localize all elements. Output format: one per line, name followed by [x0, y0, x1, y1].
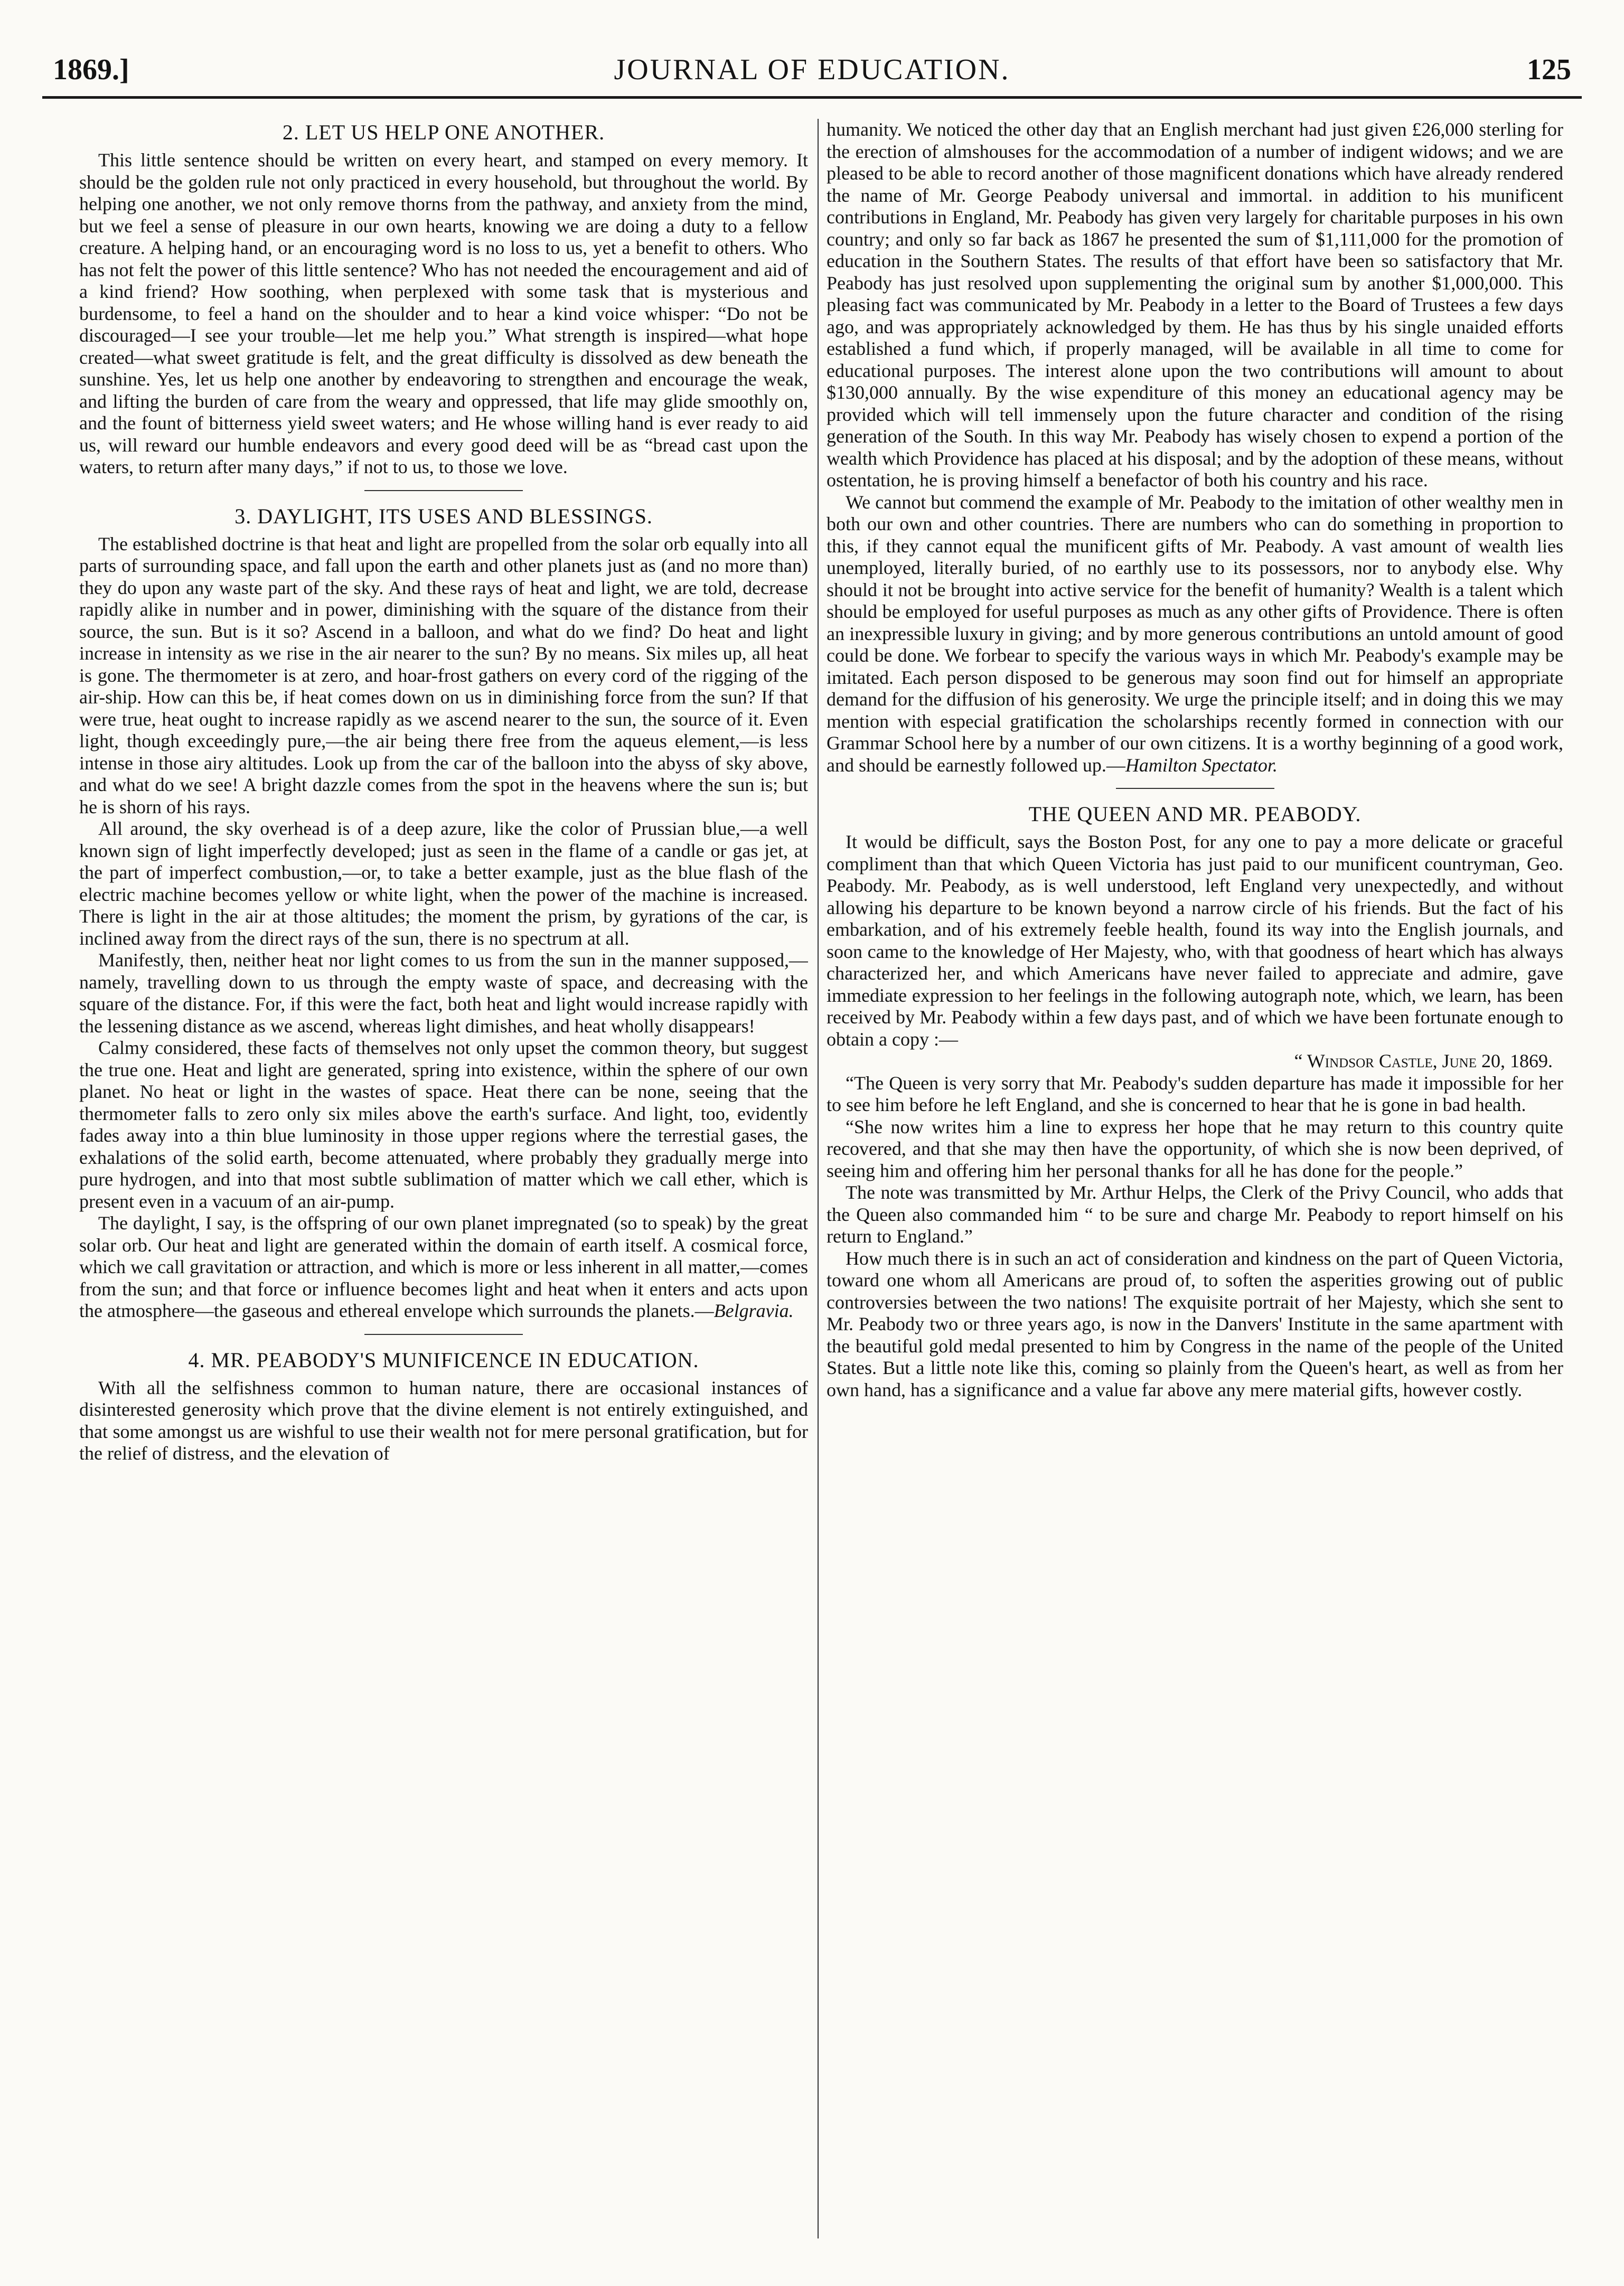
- paragraph: Calmy considered, these facts of themselves not only upset the common theory, but suggest the true one. Heat and light are generated, spring into existence, within the sphere of our own planet. No heat or light in the wastes of space. Heat there can be none, seeing that the thermometer falls to zero only six miles above the earth's surface. And light, too, evidently fades away into a thin blue luminosity in those upper regions where the terrestial gases, the exhalations of the solid earth, become attenuated, where probably they gradually merge into pure hydrogen, and into that most subtle sublimation of matter which we call ether, which is present even in a vacuum of an air-pump.: [79, 1037, 808, 1212]
- section-daylight: [79, 503, 808, 1322]
- section-help-one-another: [79, 119, 808, 478]
- paragraph: The established doctrine is that heat and light are propelled from the solar orb equally into all parts of surrounding space, and fall upon the earth and other planets just as (and no more than) they do upon any waste part of the sky. And these rays of heat and light, we are told, decrease rapidly alike in number and in power, diminishing with the square of the distance from their source, the sun. But is it so? Ascend in a balloon, and what do we find? Do heat and light increase in intensity as we rise in the air nearer to the sun? By no means. Six miles up, all heat is gone. The thermometer is at zero, and hoar-frost gathers on every cord of the rigging of the air-ship. How can this be, if heat comes down on us in diminishing force from the sun? If that were true, heat ought to increase rapidly as we ascend nearer to the sun, the source of it. Even light, though exceedingly pure,—the air being there free from the aqueus element,—is less intense in those airy altitudes. Look up from the car of the balloon into the abyss of sky above, and what do we see! A bright dazzle comes from the spot in the heavens where the sun is; but he is shorn of his rays.: [79, 533, 808, 817]
- masthead: [42, 49, 1582, 99]
- paragraph: All around, the sky overhead is of a deep azure, like the color of Prussian blue,—a well known sign of light imperfectly developed; just as seen in the flame of a candle or gas jet, at the part of imperfect combustion,—or, to take a better example, just as the blue flash of the electric machine becomes yellow or white light, when the power of the machine is increased. There is light in the air at those altitudes; the moment the prism, by gyrations of the car, is inclined away from the direct rays of the sun, there is no spectrum at all.: [79, 818, 808, 949]
- paragraph: The note was transmitted by Mr. Arthur Helps, the Clerk of the Privy Council, who adds that the Queen also commanded him “ to be sure and charge Mr. Peabody to report himself on his return to England.”: [827, 1182, 1563, 1247]
- paragraph-text: The daylight, I say, is the offspring of our own planet impregnated (so to speak) by the great solar orb. Our heat and light are generated within the domain of earth itself. A cosmical force, which we call gravitation or attraction, and which is more or less inherent in all matter,—comes from the sun; and that force or influence becomes light and heat when it enters and acts upon the atmosphere—the gaseous and ethereal envelope which surrounds the planets.—: [79, 1212, 808, 1321]
- page-number: 125: [1527, 53, 1571, 86]
- paragraph-text: We cannot but commend the example of Mr. Peabody to the imitation of other wealthy men in both our own and other countries. There are numbers who can do something in proportion to this, if they cannot equal the munificent gifts of Mr. Peabody. A vast amount of wealth lies unemployed, literally buried, of no earthly use to its possessors, nor to anybody else. Why should it not be brought into active service for the benefit of humanity? Wealth is a talent which should be employed for useful purposes as much as any other gifts of Providence. There is often an inexpressible luxury in giving; and by more generous contributions an untold amount of good could be done. We forbear to specify the various ways in which Mr. Peabody's example may be imitated. Each person disposed to be generous may soon find out for himself an appropriate demand for the diffusion of his generosity. We urge the principle itself; and in doing this we may mention with especial gratification the scholarships recently formed in connection with our Grammar School here by a number of our own citizens. It is a worthy beginning of a good work, and should be earnestly followed up.—: [827, 491, 1563, 776]
- section-rule: [364, 490, 523, 491]
- section-peabody-munificence: [79, 1347, 808, 1465]
- paragraph: [79, 1212, 808, 1322]
- section-rule: [1116, 788, 1274, 789]
- section-peabody-continued: [827, 119, 1563, 776]
- paragraph: It would be difficult, says the Boston Post, for any one to pay a more delicate or graceful compliment than that which Queen Victoria has just paid to our munificent countryman, Geo. Peabody. Mr. Peabody, as is well understood, left England very unexpectedly, and without allowing his departure to be known beyond a narrow circle of his friends. But the fact of his embarkation, and of his extremely feeble health, found its way into the English journals, and soon came to the knowledge of Her Majesty, who, with that goodness of heart which has always characterized her, and which Americans have never failed to appreciate and admire, gave immediate expression to her feelings in the following autograph note, which, we learn, has been received by Mr. Peabody within a few days past, and of which we have been fortunate enough to obtain a copy :—: [827, 831, 1563, 1050]
- right-column: [827, 119, 1563, 2244]
- section-title: 4. MR. PEABODY'S MUNIFICENCE IN EDUCATION.: [188, 1348, 699, 1372]
- section-title: 2. LET US HELP ONE ANOTHER.: [282, 120, 605, 144]
- section-title: THE QUEEN AND MR. PEABODY.: [1028, 802, 1362, 826]
- paragraph: How much there is in such an act of consideration and kindness on the part of Queen Victoria, toward one whom all Americans are proud of, to soften the asperities growing out of public controversies between the two nations! The exquisite portrait of her Majesty, which she sent to Mr. Peabody two or three years ago, is now in the Danvers' Institute in the same apartment with the beautiful gold medal presented to him by Congress in the name of the people of the United States. But a little note like this, coming so plainly from the Queen's heart, as well as from her own hand, has a significance and a value far above any mere material gifts, however costly.: [827, 1247, 1563, 1400]
- left-column: [79, 119, 808, 2244]
- paragraph: humanity. We noticed the other day that an English merchant had just given £26,000 sterling for the erection of almshouses for the accommodation of a number of indigent widows; and we are pleased to be able to record another of those magnificent donations which have already rendered the name of Mr. George Peabody universal and immortal. in addition to his munificent contributions in England, Mr. Peabody has given very largely for charitable purposes in his own country; and only so far back as 1867 he presented the sum of $1,111,000 for the promotion of education in the Southern States. The results of that effort have been so satisfactory that Mr. Peabody has just resolved upon supplementing the original sum by another $1,000,000. This pleasing fact was communicated by Mr. Peabody in a letter to the Board of Trustees a few days ago, and was appropriately acknowledged by them. He has thus by his single unaided efforts established a fund which, if properly managed, will be available in all time to come for educational purposes. The interest alone upon the two contributions will amount to about $130,000 annually. By the wise expenditure of this money an educational agency may be provided which will tell immensely upon the future character and condition of the rising generation of the South. In this way Mr. Peabody has wisely chosen to expend a portion of the wealth which Providence has placed at his disposal; and by the adoption of these means, without ostentation, he is proving himself a benefactor of both his country and his race.: [827, 119, 1563, 491]
- letter-dateline: “ Windsor Castle, June 20, 1869.: [1294, 1050, 1553, 1071]
- journal-title: JOURNAL OF EDUCATION.: [614, 53, 1010, 86]
- source-credit: Belgravia.: [714, 1300, 794, 1321]
- page-year: 1869.]: [53, 53, 129, 86]
- column-divider: [818, 119, 819, 2238]
- section-queen-peabody: [827, 801, 1563, 1401]
- paragraph: “She now writes him a line to express her hope that he may return to this country quite recovered, and that she may then have the opportunity, of which she is now been deprived, of seeing him and offering him her personal thanks for all he has done for the people.”: [827, 1116, 1563, 1181]
- paragraph: With all the selfishness common to human nature, there are occasional instances of disinterested generosity which prove that the divine element is not entirely extinguished, and that some amongst us are wishful to use their wealth not for mere personal gratification, but for the relief of distress, and the elevation of: [79, 1377, 808, 1464]
- paragraph: [827, 492, 1563, 777]
- section-title: 3. DAYLIGHT, ITS USES AND BLESSINGS.: [234, 504, 653, 528]
- section-rule: [364, 1334, 523, 1335]
- paragraph: “The Queen is very sorry that Mr. Peabody's sudden departure has made it impossible for her to see him before he left England, and she is concerned to hear that he is gone in bad health.: [827, 1072, 1563, 1115]
- paragraph: Manifestly, then, neither heat nor light comes to us from the sun in the manner supposed,—namely, travelling down to us through the empty waste of space, and decreasing with the square of the distance. For, if this were the fact, both heat and light would increase rapidly with the lessening distance as we ascend, whereas light dimishes, and heat wholly disappears!: [79, 949, 808, 1037]
- source-credit: Hamilton Spectator.: [1125, 754, 1278, 776]
- paragraph: This little sentence should be written on every heart, and stamped on every memory. It should be the golden rule not only practiced in every household, but throughout the world. By helping one another, we not only remove thorns from the pathway, and anxiety from the mind, but we feel a sense of pleasure in our own hearts, knowing we are doing a duty to a fellow creature. A helping hand, or an encouraging word is no loss to us, yet a benefit to others. Who has not felt the power of this little sentence? Who has not needed the encouragement and aid of a kind friend? How soothing, when perplexed with some task that is mysterious and burdensome, to feel a hand on the shoulder and to hear a kind voice whisper: “Do not be discouraged—I see your trouble—let me help you.” What strength is inspired—what hope created—what sweet gratitude is felt, and the great difficulty is dissolved as dew beneath the sunshine. Yes, let us help one another by endeavoring to strengthen and encourage the weak, and lifting the burden of care from the weary and oppressed, that life may glide smoothly on, and the fount of bitterness yield sweet waters; and He whose willing hand is ever ready to aid us, will reward our humble endeavors and every good deed will be as “bread cast upon the waters, to return after many days,” if not to us, to those we love.: [79, 149, 808, 477]
